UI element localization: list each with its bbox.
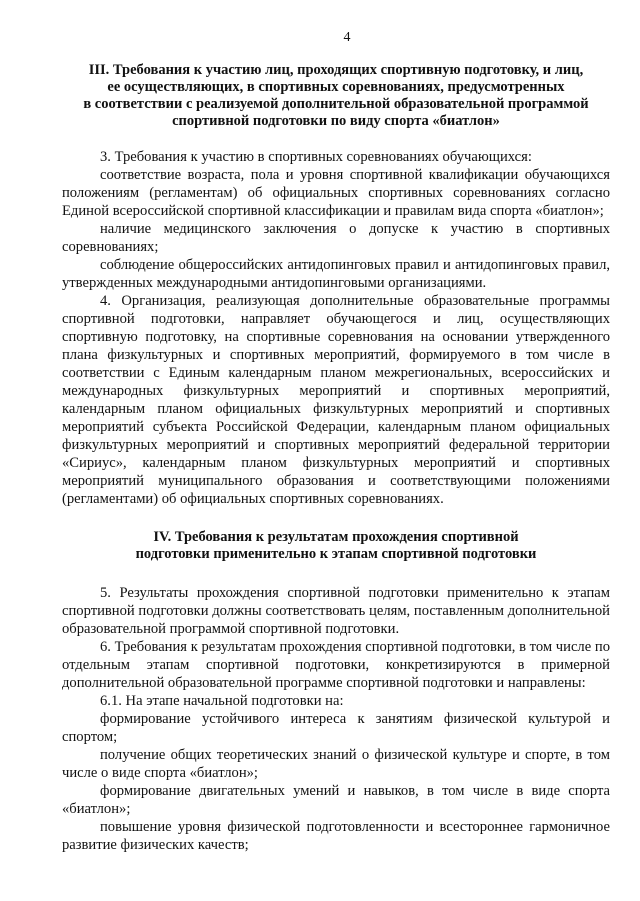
section-3-heading-line: III. Требования к участию лиц, проходящих спортивную подготовку, и лиц, xyxy=(88,62,584,78)
paragraph-theory-knowledge: получение общих теоретических знаний о физической культуре и спорте, в том числе о виде спорта «биатлон»; xyxy=(62,747,610,781)
paragraph-5: 5. Результаты прохождения спортивной подготовки применительно к этапам спортивной подготовки должны соответствовать целям, поставленным дополнительной образовательной программой спортивной подготовки. xyxy=(62,585,610,637)
paragraph-physical-fitness: повышение уровня физической подготовленности и всестороннее гармоничное развитие физических качеств; xyxy=(62,819,610,853)
paragraph-4: 4. Организация, реализующая дополнительные образовательные программы спортивной подготовки, направляет обучающегося и лиц, осуществляющих спортивную подготовку, на спортивные соревнования на основании утвержденного плана физкультурных и спортивных мероприятий, формируемого в том числе в соответствии с Единым календарным планом межрегиональных, всероссийских и международных физкультурных мероприятий и спортивных мероприятий, календарным планом официальных физкультурных мероприятий и спортивных мероприятий субъекта Российской Федерации, календарным планом официальных физкультурных мероприятий и спортивных мероприятий федеральной территории «Сириус», календарным планом физкультурных мероприятий и спортивных мероприятий муниципального образования и соответствующими положениями (регламентами) об официальных спортивных соревнованиях. xyxy=(62,293,610,507)
page-number: 4 xyxy=(343,30,351,45)
paragraph-3: 3. Требования к участию в спортивных соревнованиях обучающихся: xyxy=(100,149,532,165)
paragraph-interest-formation: формирование устойчивого интереса к занятиям физической культурой и спортом; xyxy=(62,711,610,745)
paragraph-motor-skills: формирование двигательных умений и навыков, в том числе в виде спорта «биатлон»; xyxy=(62,783,610,817)
paragraph-antidoping-requirement: соблюдение общероссийских антидопинговых правил и антидопинговых правил, утвержденных международными антидопинговыми организациями. xyxy=(62,257,610,291)
section-3-heading-line: в соответствии с реализуемой дополнительной образовательной программой xyxy=(83,96,589,112)
section-4-heading xyxy=(62,529,610,563)
section-4-heading-line: IV. Требования к результатам прохождения спортивной xyxy=(153,529,519,545)
paragraph-medical-requirement: наличие медицинского заключения о допуске к участию в спортивных соревнованиях; xyxy=(62,221,610,255)
section-4-body xyxy=(62,584,610,854)
paragraph-6: 6. Требования к результатам прохождения спортивной подготовки, в том числе по отдельным этапам спортивной подготовки, конкретизируются в примерной дополнительной образовательной программе спортивной подготовки и направлены: xyxy=(62,639,610,691)
section-3-heading-line: ее осуществляющих, в спортивных соревнованиях, предусмотренных xyxy=(107,79,565,95)
paragraph-age-requirement: соответствие возраста, пола и уровня спортивной квалификации обучающихся положениям (регламентам) об официальных спортивных соревнованиях согласно Единой всероссийской спортивной классификации и правилам вида спорта «биатлон»; xyxy=(62,167,610,219)
section-3-heading-line: спортивной подготовки по виду спорта «биатлон» xyxy=(172,113,500,129)
section-3-body xyxy=(62,148,610,508)
section-3-heading xyxy=(62,62,610,130)
paragraph-6-1: 6.1. На этапе начальной подготовки на: xyxy=(100,693,344,709)
section-4-heading-line: подготовки применительно к этапам спортивной подготовки xyxy=(135,546,537,562)
